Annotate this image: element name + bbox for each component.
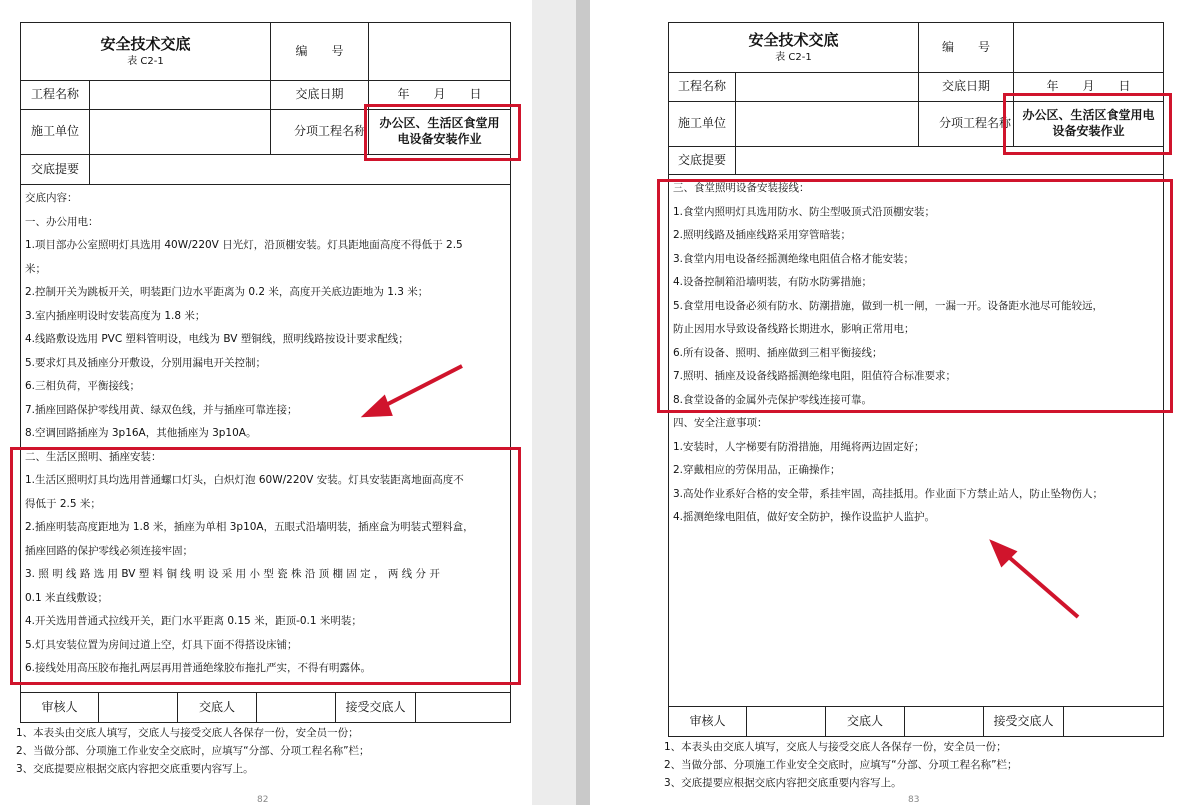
content-line: 四、安全注意事项： xyxy=(673,417,768,429)
content-line: 5.灯具安装位置为房间过道上空，灯具下面不得搭设床铺； xyxy=(25,638,298,651)
form-code: 表 C2-1 xyxy=(127,55,164,67)
content-line: 4.线路敷设选用 PVC 塑料管明设，电线为 BV 塑铜线，照明线路按设计要求配线； xyxy=(25,333,409,345)
content-line: 0.1 米直线敷设； xyxy=(25,591,109,604)
unit-label: 施工单位 xyxy=(20,109,90,155)
sub-project-field[interactable]: 办公区、生活区食堂用电设备安装作业 xyxy=(368,109,511,155)
content-line: 6.三相负荷，平衡接线； xyxy=(25,380,141,392)
date-field[interactable]: 年 月 日 xyxy=(1013,72,1164,102)
note-1: 1、本表头由交底人填写，交底人与接受交底人各保存一份，安全员一份； xyxy=(16,727,359,739)
number-label: 编 号 xyxy=(270,22,369,81)
content-line: 3.高处作业系好合格的安全带，系挂牢固，高挂抵用。作业面下方禁止站人，防止坠物伤人； xyxy=(673,487,1104,500)
content-line: 7.插座回路保护零线用黄、绿双色线，并与插座可靠连接； xyxy=(25,403,298,416)
note-3: 3、交底提要应根据交底内容把交底重要内容写上。 xyxy=(664,777,902,789)
arrow-icon xyxy=(366,366,462,415)
content-line: 米； xyxy=(25,262,46,275)
sub-project-label: 分项工程名称 xyxy=(918,101,1014,147)
form-code: 表 C2-1 xyxy=(775,51,812,63)
content-line: 5.食堂用电设备必须有防水、防潮措施，做到一机一闸，一漏一开。设备距水池尽可能较远， xyxy=(673,299,1104,312)
content-line: 3.食堂内用电设备经摇测绝缘电阻值合格才能安装； xyxy=(673,252,915,265)
content-line: 3.室内插座明设时安装高度为 1.8 米； xyxy=(25,309,206,322)
content-line: 防止因用水导致设备线路长期进水，影响正常用电； xyxy=(673,323,915,335)
content-line: 5.要求灯具及插座分开敷设，分别用漏电开关控制； xyxy=(25,356,267,369)
content-line: 1.安装时，人字梯要有防滑措施，用绳将两边固定好； xyxy=(673,440,925,453)
content-line: 8.食堂设备的金属外壳保护零线连接可靠。 xyxy=(673,393,873,406)
summary-label: 交底提要 xyxy=(20,154,90,185)
content-line: 8.空调回路插座为 3p16A，其他插座为 3p10A。 xyxy=(25,427,257,439)
doc-title: 安全技术交底 xyxy=(748,31,839,50)
content-line: 得低于 2.5 米； xyxy=(25,497,101,510)
content-line: 7.照明、插座及设备线路摇测绝缘电阻，阻值符合标准要求； xyxy=(673,370,957,382)
unit-label: 施工单位 xyxy=(668,101,736,147)
project-label: 工程名称 xyxy=(20,80,90,110)
content-line: 三、食堂照明设备安装接线： xyxy=(673,182,810,194)
content-line: 4.设备控制箱沿墙明装，有防水防雾措施； xyxy=(673,276,873,288)
content-line: 2.插座明装高度距地为 1.8 米，插座为单相 3p10A，五眼式沿墙明装，插座盒为明装式塑料盒， xyxy=(25,521,474,533)
content-line: 6.所有设备、照明、插座做到三相平衡接线； xyxy=(673,346,883,359)
summary-label: 交底提要 xyxy=(668,146,736,175)
page-number: 82 xyxy=(257,795,269,805)
discloser-label: 交底人 xyxy=(825,706,905,737)
content-line: 4.开关选用普通式拉线开关，距门水平距离 0.15 米，距顶-0.1 米明装； xyxy=(25,615,362,627)
discloser-label: 交底人 xyxy=(177,692,257,723)
content-line: 2.穿戴相应的劳保用品，正确操作； xyxy=(673,464,841,476)
project-label: 工程名称 xyxy=(668,72,736,102)
content-line: 1.食堂内照明灯具选用防水、防尘型吸顶式沿顶棚安装； xyxy=(673,205,936,218)
receiver-label: 接受交底人 xyxy=(983,706,1064,737)
doc-title: 安全技术交底 xyxy=(100,35,191,54)
sub-project-label: 分项工程名称 xyxy=(270,109,369,155)
content-line: 1.生活区照明灯具均选用普通螺口灯头，白炽灯泡 60W/220V 安装。灯具安装距离地面高度不 xyxy=(25,474,464,486)
reviewer-label: 审核人 xyxy=(668,706,747,737)
note-3: 3、交底提要应根据交底内容把交底重要内容写上。 xyxy=(16,763,254,775)
page-number: 83 xyxy=(908,795,920,805)
content-line: 2.控制开关为跳板开关，明装距门边水平距离为 0.2 米，高度开关底边距地为 1.3 米； xyxy=(25,286,429,298)
content-line: 插座回路的保护零线必须连接牢固； xyxy=(25,544,193,557)
date-label: 交底日期 xyxy=(270,80,369,110)
date-label: 交底日期 xyxy=(918,72,1014,102)
arrow-icon xyxy=(993,543,1078,617)
note-2: 2、当做分部、分项施工作业安全交底时，应填写“分部、分项工程名称”栏； xyxy=(664,759,1018,771)
note-2: 2、当做分部、分项施工作业安全交底时，应填写“分部、分项工程名称”栏； xyxy=(16,745,370,757)
reviewer-label: 审核人 xyxy=(20,692,99,723)
content-line: 3. 照 明 线 路 选 用 BV 塑 料 铜 线 明 设 采 用 小 型 瓷 株 沿 顶 棚 固 定 ， 两 线 分 开 xyxy=(25,568,440,580)
content-line: 6.接线处用高压胶布拖扎两层再用普通绝缘胶布拖扎严实，不得有明露体。 xyxy=(25,662,372,674)
content-line: 二、生活区照明、插座安装： xyxy=(25,450,162,463)
content-line: 1.项目部办公室照明灯具选用 40W/220V 日光灯，沿顶棚安装。灯具距地面高度不得低于 2.5 xyxy=(25,239,463,251)
content-line: 一、办公用电： xyxy=(25,215,99,228)
content-line: 交底内容： xyxy=(25,192,78,204)
sub-project-field[interactable]: 办公区、生活区食堂用电设备安装作业 xyxy=(1013,101,1164,147)
note-1: 1、本表头由交底人填写，交底人与接受交底人各保存一份，安全员一份； xyxy=(664,741,1007,753)
date-field[interactable]: 年 月 日 xyxy=(368,80,511,110)
content-line: 2.照明线路及插座线路采用穿管暗装； xyxy=(673,229,852,241)
content-line: 4.摇测绝缘电阻值，做好安全防护，操作设监护人监护。 xyxy=(673,511,936,523)
receiver-label: 接受交底人 xyxy=(335,692,416,723)
number-label: 编 号 xyxy=(918,22,1014,73)
